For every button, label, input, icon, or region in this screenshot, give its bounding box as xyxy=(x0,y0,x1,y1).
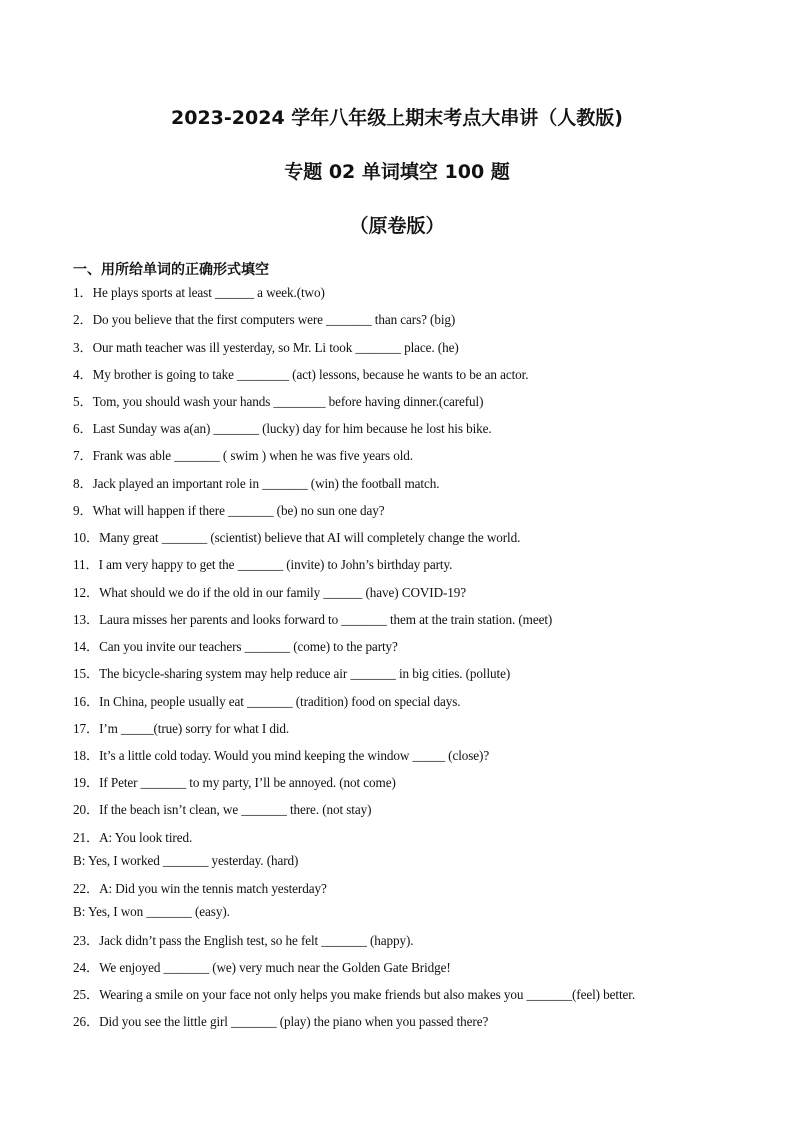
question-item: 10．Many great _______ (scientist) believe that AI will completely change the world. xyxy=(73,530,521,545)
question-item: 7．Frank was able _______ ( swim ) when he was five years old. xyxy=(73,448,413,463)
question-item: 12．What should we do if the old in our family ______ (have) COVID-19? xyxy=(73,585,467,600)
question-item: 11．I am very happy to get the _______ (invite) to John’s birthday party. xyxy=(73,557,453,572)
section-heading: 一、用所给单词的正确形式填空 xyxy=(73,262,269,278)
question-item: 13．Laura misses her parents and looks forward to _______ them at the train station. (meet) xyxy=(73,612,553,627)
question-item: 22．A: Did you win the tennis match yesterday? xyxy=(73,881,327,896)
question-item: 17．I’m _____(true) sorry for what I did. xyxy=(73,721,290,736)
question-item: 18．It’s a little cold today. Would you mind keeping the window _____ (close)? xyxy=(73,748,490,763)
question-item: 15．The bicycle-sharing system may help reduce air _______ in big cities. (pollute) xyxy=(73,666,511,681)
document-title: 2023-2024 学年八年级上期末考点大串讲（人教版) xyxy=(171,107,623,129)
question-item: 6．Last Sunday was a(an) _______ (lucky) day for him because he lost his bike. xyxy=(73,421,492,436)
question-item: 9．What will happen if there _______ (be) no sun one day? xyxy=(73,503,385,518)
question-item: 25．Wearing a smile on your face not only helps you make friends but also makes you _______(feel) better. xyxy=(73,987,636,1002)
question-item: 14．Can you invite our teachers _______ (come) to the party? xyxy=(73,639,398,654)
question-item: 1．He plays sports at least ______ a week.(two) xyxy=(73,285,325,300)
question-item: 26．Did you see the little girl _______ (play) the piano when you passed there? xyxy=(73,1014,489,1029)
document-edition-label: （原卷版） xyxy=(349,215,445,237)
question-item: 21．A: You look tired. xyxy=(73,830,193,845)
question-item: 24．We enjoyed _______ (we) very much near the Golden Gate Bridge! xyxy=(73,960,451,975)
question-item: 16．In China, people usually eat _______ (tradition) food on special days. xyxy=(73,694,461,709)
question-item: 2．Do you believe that the first computers were _______ than cars? (big) xyxy=(73,312,456,327)
question-item: 3．Our math teacher was ill yesterday, so Mr. Li took _______ place. (he) xyxy=(73,340,459,355)
question-item: 23．Jack didn’t pass the English test, so he felt _______ (happy). xyxy=(73,933,414,948)
question-item: B: Yes, I worked _______ yesterday. (hard) xyxy=(73,853,299,868)
question-item: B: Yes, I won _______ (easy). xyxy=(73,904,230,919)
document-subtitle: 专题 02 单词填空 100 题 xyxy=(284,161,510,183)
question-item: 8．Jack played an important role in _______ (win) the football match. xyxy=(73,476,440,491)
question-item: 5．Tom, you should wash your hands ________ before having dinner.(careful) xyxy=(73,394,484,409)
question-item: 20．If the beach isn’t clean, we _______ there. (not stay) xyxy=(73,802,372,817)
question-item: 4．My brother is going to take ________ (act) lessons, because he wants to be an actor. xyxy=(73,367,529,382)
question-item: 19．If Peter _______ to my party, I’ll be annoyed. (not come) xyxy=(73,775,396,790)
